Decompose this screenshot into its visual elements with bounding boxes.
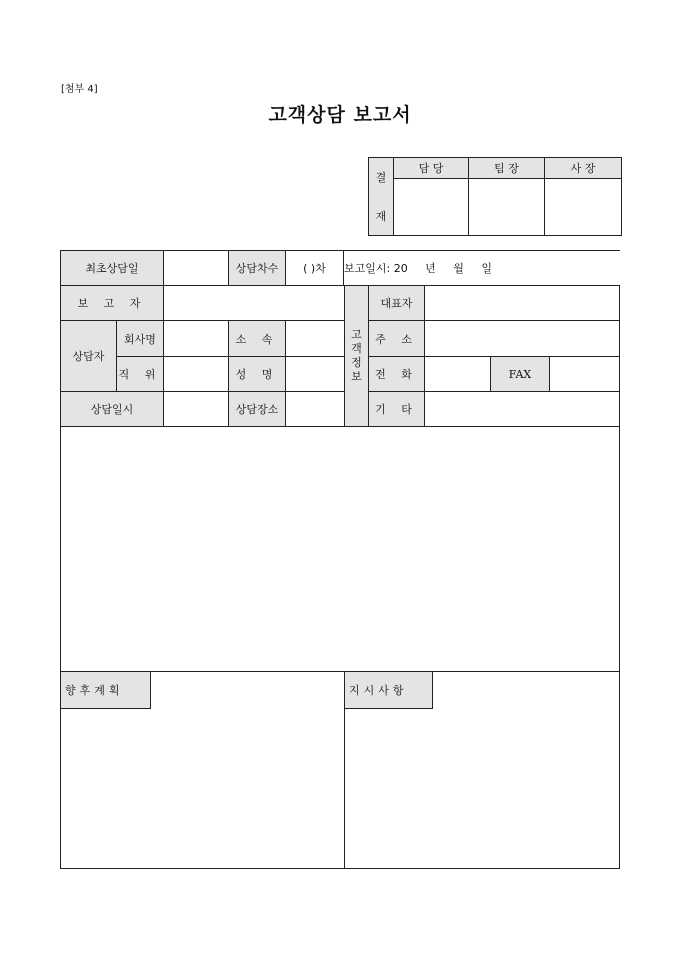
approval-sign-staff[interactable] (394, 179, 469, 235)
reporter-field[interactable] (163, 285, 344, 320)
approval-box (368, 157, 622, 236)
attachment-label: [첨부 4] (61, 84, 98, 95)
approval-col-team-lead: 팀 장 (469, 158, 545, 179)
dept-label: 소 속 (228, 320, 285, 356)
count-label: 상담차수 (228, 250, 285, 285)
counselor-label: 상담자 (60, 320, 116, 391)
approval-sign-president[interactable] (545, 179, 621, 235)
position-label: 직 위 (116, 356, 163, 391)
approval-side-label: 결 재 (369, 158, 394, 235)
consult-place-label: 상담장소 (228, 391, 285, 426)
other-field[interactable] (424, 391, 620, 426)
fax-label: FAX (490, 356, 549, 391)
rep-field[interactable] (424, 285, 620, 320)
consult-content-area[interactable] (60, 426, 620, 671)
fax-field[interactable] (549, 356, 620, 391)
company-label: 회사명 (116, 320, 163, 356)
report-date: 보고일시: 20 년 월 일 (344, 250, 620, 285)
rep-label: 대표자 (368, 285, 424, 320)
consult-date-label: 상담일시 (60, 391, 163, 426)
consult-place-field[interactable] (285, 391, 344, 426)
company-field[interactable] (163, 320, 228, 356)
other-label: 기 타 (368, 391, 424, 426)
approval-sign-team-lead[interactable] (469, 179, 545, 235)
document-title: 고객상담 보고서 (268, 104, 412, 126)
first-date-field[interactable] (163, 250, 228, 285)
dept-field[interactable] (285, 320, 344, 356)
name-field[interactable] (285, 356, 344, 391)
future-plan-section[interactable] (60, 671, 344, 869)
approval-col-staff: 담 당 (394, 158, 469, 179)
customer-info-label: 고 객 정 보 (344, 285, 368, 426)
address-field[interactable] (424, 320, 620, 356)
position-field[interactable] (163, 356, 228, 391)
future-plan-label: 향후계획 (61, 672, 151, 709)
instructions-section[interactable] (344, 671, 620, 869)
reporter-label: 보 고 자 (60, 285, 163, 320)
consult-date-field[interactable] (163, 391, 228, 426)
address-label: 주 소 (368, 320, 424, 356)
count-field[interactable]: ( )차 (285, 250, 344, 285)
name-label: 성 명 (228, 356, 285, 391)
approval-col-president: 사 장 (545, 158, 621, 179)
phone-label: 전 화 (368, 356, 424, 391)
instructions-label: 지시사항 (345, 672, 433, 709)
phone-field[interactable] (424, 356, 490, 391)
first-date-label: 최초상담일 (60, 250, 163, 285)
